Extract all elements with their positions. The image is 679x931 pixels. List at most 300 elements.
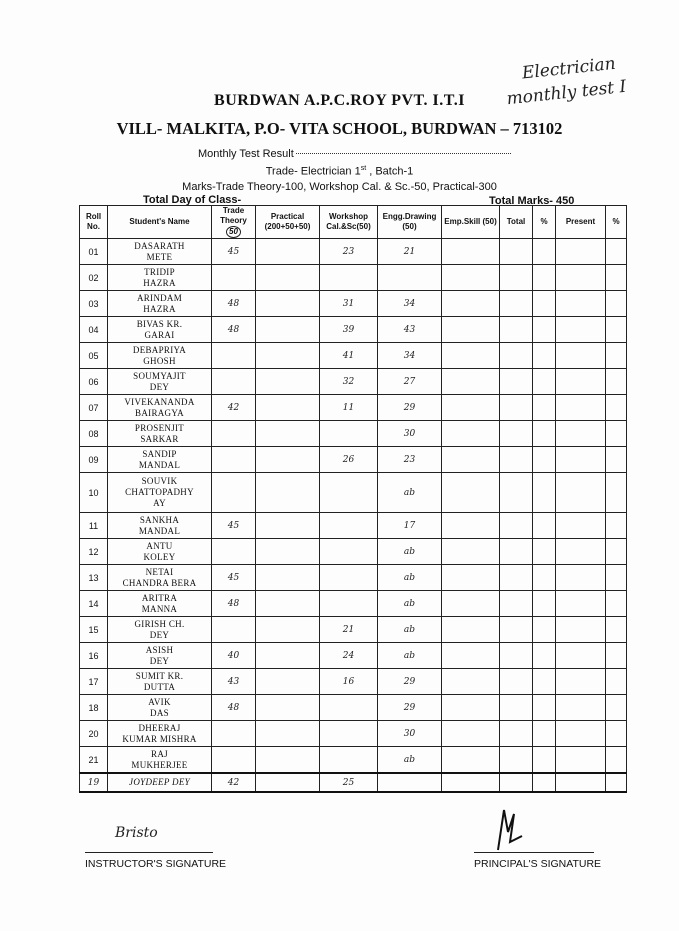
practical-cell <box>256 617 320 643</box>
total-cell <box>500 239 533 265</box>
student-name-line: BAIRAGYA <box>135 407 184 418</box>
pct2-cell <box>606 317 627 343</box>
table-row <box>80 539 627 565</box>
name-cell <box>108 317 212 343</box>
practical-cell <box>256 265 320 291</box>
col-total: Total <box>500 206 533 239</box>
workshop-cell <box>320 721 378 747</box>
workshop-cell: 25 <box>320 773 378 792</box>
instructor-signature-mark: Bristo <box>115 825 158 841</box>
emp-cell <box>442 617 500 643</box>
emp-cell <box>442 395 500 421</box>
student-name-line: GIRISH CH. <box>134 618 185 629</box>
practical-cell <box>256 473 320 513</box>
pct-cell <box>533 473 556 513</box>
student-name-line: PROSENJIT <box>134 422 185 433</box>
student-name-line: ARINDAM <box>136 292 183 303</box>
workshop-cell: 11 <box>320 395 378 421</box>
workshop-cell: 26 <box>320 447 378 473</box>
practical-cell <box>256 343 320 369</box>
total-cell <box>500 395 533 421</box>
practical-cell <box>256 643 320 669</box>
workshop-cell <box>320 695 378 721</box>
pct2-cell <box>606 591 627 617</box>
pct-cell <box>533 265 556 291</box>
emp-cell <box>442 539 500 565</box>
emp-cell <box>442 291 500 317</box>
roll-cell: 03 <box>80 291 108 317</box>
pct-cell <box>533 291 556 317</box>
col-drawing: Engg.Drawing (50) <box>378 206 442 239</box>
student-name-line: HAZRA <box>143 277 176 288</box>
pct-cell <box>533 343 556 369</box>
student-name-line: MUKHERJEE <box>131 759 188 770</box>
pct-cell <box>533 239 556 265</box>
drawing-cell: 29 <box>378 695 442 721</box>
theory-cell: 48 <box>212 291 256 317</box>
total-cell <box>500 369 533 395</box>
theory-cell <box>212 447 256 473</box>
table-row <box>80 773 627 792</box>
col-roll: Roll No. <box>80 206 108 239</box>
emp-cell <box>442 265 500 291</box>
student-name-line: KUMAR MISHRA <box>122 733 197 744</box>
name-cell <box>108 565 212 591</box>
table-row <box>80 669 627 695</box>
pct2-cell <box>606 669 627 695</box>
pct2-cell <box>606 773 627 792</box>
drawing-cell: 43 <box>378 317 442 343</box>
pct2-cell <box>606 473 627 513</box>
roll-cell: 18 <box>80 695 108 721</box>
name-cell <box>108 539 212 565</box>
present-cell <box>556 239 606 265</box>
student-name-line: MANNA <box>141 603 178 614</box>
student-name-line: GHOSH <box>143 355 176 366</box>
instructor-signature-label: INSTRUCTOR'S SIGNATURE <box>85 858 227 870</box>
pct-cell <box>533 421 556 447</box>
roll-cell: 13 <box>80 565 108 591</box>
theory-cell <box>212 721 256 747</box>
trade-suffix: , Batch-1 <box>366 165 414 178</box>
pct-cell <box>533 747 556 774</box>
name-cell <box>108 343 212 369</box>
emp-cell <box>442 643 500 669</box>
table-row <box>80 265 627 291</box>
table-row <box>80 369 627 395</box>
present-cell <box>556 695 606 721</box>
drawing-cell: ab <box>378 591 442 617</box>
student-name-line: NETAI <box>145 566 174 577</box>
student-name-line: DHEERAJ <box>138 722 181 733</box>
practical-cell <box>256 291 320 317</box>
pct-cell <box>533 317 556 343</box>
pct-cell <box>533 591 556 617</box>
pct2-cell <box>606 721 627 747</box>
roll-cell: 15 <box>80 617 108 643</box>
student-name-line: DUTTA <box>143 681 176 692</box>
roll-cell: 07 <box>80 395 108 421</box>
col-pct: % <box>533 206 556 239</box>
pct2-cell <box>606 343 627 369</box>
drawing-cell: 17 <box>378 513 442 539</box>
principal-signature-rule <box>474 852 594 853</box>
student-name-line: SANKHA <box>139 514 180 525</box>
theory-cell <box>212 617 256 643</box>
pct-cell <box>533 695 556 721</box>
emp-cell <box>442 239 500 265</box>
drawing-cell: ab <box>378 565 442 591</box>
pct2-cell <box>606 291 627 317</box>
pct2-cell <box>606 617 627 643</box>
total-cell <box>500 343 533 369</box>
student-name-line: DEY <box>149 381 170 392</box>
col-theory-label: Trade Theory <box>220 206 247 225</box>
present-cell <box>556 447 606 473</box>
total-cell <box>500 617 533 643</box>
student-name-line: MANDAL <box>138 525 181 536</box>
emp-cell <box>442 565 500 591</box>
roll-cell: 10 <box>80 473 108 513</box>
school-name: BURDWAN A.P.C.ROY PVT. I.T.I <box>214 92 465 109</box>
marks-table <box>79 205 627 793</box>
present-cell <box>556 617 606 643</box>
student-name-line: AVIK <box>148 696 171 707</box>
workshop-cell: 41 <box>320 343 378 369</box>
present-cell <box>556 421 606 447</box>
table-row <box>80 591 627 617</box>
drawing-cell: ab <box>378 539 442 565</box>
table-body <box>80 239 627 793</box>
student-name-line: SOUVIK <box>141 476 178 486</box>
pct-cell <box>533 369 556 395</box>
present-cell <box>556 669 606 695</box>
pct-cell <box>533 395 556 421</box>
drawing-cell: 29 <box>378 669 442 695</box>
workshop-cell <box>320 473 378 513</box>
total-cell <box>500 539 533 565</box>
practical-cell <box>256 669 320 695</box>
total-cell <box>500 773 533 792</box>
pct2-cell <box>606 421 627 447</box>
practical-cell <box>256 369 320 395</box>
student-name-line: METE <box>146 251 173 262</box>
roll-cell: 16 <box>80 643 108 669</box>
col-workshop: Workshop Cal.&Sc(50) <box>320 206 378 239</box>
col-pct2: % <box>606 206 627 239</box>
practical-cell <box>256 773 320 792</box>
table-row <box>80 421 627 447</box>
circled-max: 50 <box>226 226 241 238</box>
emp-cell <box>442 721 500 747</box>
roll-cell: 19 <box>80 773 108 792</box>
workshop-cell: 23 <box>320 239 378 265</box>
name-cell <box>108 473 212 513</box>
pct2-cell <box>606 695 627 721</box>
theory-cell: 40 <box>212 643 256 669</box>
name-cell <box>108 421 212 447</box>
present-cell <box>556 473 606 513</box>
theory-cell <box>212 473 256 513</box>
practical-cell <box>256 539 320 565</box>
name-cell <box>108 721 212 747</box>
theory-cell: 48 <box>212 695 256 721</box>
drawing-cell: 21 <box>378 239 442 265</box>
student-name-line: DEBAPRIYA <box>132 344 187 355</box>
name-cell <box>108 447 212 473</box>
drawing-cell <box>378 265 442 291</box>
student-name-line: GARAI <box>144 329 175 340</box>
practical-cell <box>256 421 320 447</box>
pct2-cell <box>606 539 627 565</box>
practical-cell <box>256 695 320 721</box>
roll-cell: 14 <box>80 591 108 617</box>
total-cell <box>500 447 533 473</box>
workshop-cell <box>320 539 378 565</box>
pct-cell <box>533 539 556 565</box>
emp-cell <box>442 369 500 395</box>
col-present: Present <box>556 206 606 239</box>
total-marks: Total Marks- 450 <box>489 195 575 207</box>
student-name-line: MANDAL <box>138 459 181 470</box>
drawing-cell: 29 <box>378 395 442 421</box>
principal-signature-label: PRINCIPAL'S SIGNATURE <box>474 858 602 870</box>
student-name-line: JOYDEEP DEY <box>129 777 190 787</box>
emp-cell <box>442 343 500 369</box>
theory-cell: 48 <box>212 591 256 617</box>
pct-cell <box>533 669 556 695</box>
student-name-line: DEY <box>149 655 170 666</box>
practical-cell <box>256 447 320 473</box>
student-name-line: HAZRA <box>143 303 176 314</box>
drawing-cell: 30 <box>378 421 442 447</box>
table-row <box>80 473 627 513</box>
pct2-cell <box>606 565 627 591</box>
name-cell <box>108 695 212 721</box>
student-name-line: RAJ <box>151 748 168 759</box>
total-day: Total Day of Class- <box>143 194 242 206</box>
student-name-line: BIVAS KR. <box>136 318 183 329</box>
name-cell <box>108 239 212 265</box>
theory-cell <box>212 747 256 774</box>
pct-cell <box>533 617 556 643</box>
table-row <box>80 239 627 265</box>
name-cell <box>108 369 212 395</box>
student-name-line: DAS <box>150 707 169 718</box>
drawing-cell: 23 <box>378 447 442 473</box>
table-row <box>80 395 627 421</box>
drawing-cell: 27 <box>378 369 442 395</box>
drawing-cell: 30 <box>378 721 442 747</box>
school-address: VILL- MALKITA, P.O- VITA SCHOOL, BURDWAN – 713102 <box>116 119 563 138</box>
table-row <box>80 447 627 473</box>
workshop-cell <box>320 421 378 447</box>
total-cell <box>500 695 533 721</box>
theory-cell <box>212 265 256 291</box>
theory-cell: 48 <box>212 317 256 343</box>
workshop-cell <box>320 591 378 617</box>
emp-cell <box>442 473 500 513</box>
total-cell <box>500 565 533 591</box>
practical-cell <box>256 747 320 774</box>
trade-prefix: Trade- Electrician 1 <box>265 165 361 178</box>
emp-cell <box>442 747 500 774</box>
workshop-cell <box>320 747 378 774</box>
present-cell <box>556 291 606 317</box>
practical-cell <box>256 591 320 617</box>
drawing-cell: 34 <box>378 343 442 369</box>
student-name-line: DASARATH <box>134 240 185 251</box>
name-cell <box>108 669 212 695</box>
pct2-cell <box>606 369 627 395</box>
present-cell <box>556 565 606 591</box>
theory-cell: 42 <box>212 773 256 792</box>
present-cell <box>556 747 606 774</box>
test-result-line <box>198 148 511 160</box>
drawing-cell: 34 <box>378 291 442 317</box>
col-theory <box>212 206 256 239</box>
note-line-2: monthly test I <box>505 76 628 110</box>
col-practical: Practical (200+50+50) <box>256 206 320 239</box>
present-cell <box>556 343 606 369</box>
roll-cell: 21 <box>80 747 108 774</box>
roll-cell: 05 <box>80 343 108 369</box>
pct-cell <box>533 565 556 591</box>
total-cell <box>500 317 533 343</box>
table-row <box>80 695 627 721</box>
theory-cell: 42 <box>212 395 256 421</box>
principal-signature-mark <box>488 802 526 852</box>
practical-cell <box>256 721 320 747</box>
total-cell <box>500 669 533 695</box>
student-name-line: ASISH <box>145 644 174 655</box>
pct2-cell <box>606 239 627 265</box>
drawing-cell: ab <box>378 473 442 513</box>
emp-cell <box>442 669 500 695</box>
roll-cell: 04 <box>80 317 108 343</box>
trade-line <box>0 165 679 178</box>
total-cell <box>500 747 533 774</box>
pct2-cell <box>606 643 627 669</box>
drawing-cell: ab <box>378 747 442 774</box>
pct-cell <box>533 447 556 473</box>
student-name-line: SANDIP <box>142 448 177 459</box>
table-row <box>80 317 627 343</box>
roll-cell: 09 <box>80 447 108 473</box>
student-name-line: ANTU <box>146 540 173 551</box>
student-name-line: CHANDRA BERA <box>122 577 197 588</box>
name-cell <box>108 395 212 421</box>
pct2-cell <box>606 513 627 539</box>
name-cell <box>108 591 212 617</box>
practical-cell <box>256 565 320 591</box>
total-cell <box>500 513 533 539</box>
theory-cell <box>212 421 256 447</box>
student-name-line: KOLEY <box>143 551 176 562</box>
present-cell <box>556 369 606 395</box>
student-name-line: SOUMYAJIT <box>133 370 186 381</box>
table-row <box>80 721 627 747</box>
note-line-1: Electrician <box>521 53 617 84</box>
table-row <box>80 643 627 669</box>
total-cell <box>500 265 533 291</box>
student-name-line: SARKAR <box>140 433 179 444</box>
col-name: Student's Name <box>108 206 212 239</box>
present-cell <box>556 513 606 539</box>
roll-cell: 06 <box>80 369 108 395</box>
name-cell <box>108 291 212 317</box>
col-emp: Emp.Skill (50) <box>442 206 500 239</box>
workshop-cell <box>320 265 378 291</box>
present-cell <box>556 773 606 792</box>
drawing-cell: ab <box>378 617 442 643</box>
table-row <box>80 291 627 317</box>
total-cell <box>500 591 533 617</box>
pct-cell <box>533 721 556 747</box>
emp-cell <box>442 421 500 447</box>
theory-cell: 45 <box>212 513 256 539</box>
theory-cell <box>212 343 256 369</box>
emp-cell <box>442 773 500 792</box>
pct2-cell <box>606 265 627 291</box>
emp-cell <box>442 447 500 473</box>
theory-cell: 43 <box>212 669 256 695</box>
drawing-cell: ab <box>378 643 442 669</box>
emp-cell <box>442 695 500 721</box>
present-cell <box>556 539 606 565</box>
pct2-cell <box>606 747 627 774</box>
dotted-line <box>296 153 511 154</box>
name-cell <box>108 747 212 774</box>
theory-cell: 45 <box>212 239 256 265</box>
student-name-line: CHATTOPADHY <box>125 487 194 497</box>
name-cell <box>108 265 212 291</box>
workshop-cell: 24 <box>320 643 378 669</box>
table-row <box>80 343 627 369</box>
pct-cell <box>533 773 556 792</box>
drawing-cell <box>378 773 442 792</box>
header-row <box>80 206 627 239</box>
name-cell <box>108 773 212 792</box>
present-cell <box>556 721 606 747</box>
practical-cell <box>256 513 320 539</box>
student-name-line: ARITRA <box>141 592 178 603</box>
total-cell <box>500 643 533 669</box>
present-cell <box>556 395 606 421</box>
table-row <box>80 565 627 591</box>
workshop-cell: 39 <box>320 317 378 343</box>
pct-cell <box>533 513 556 539</box>
marks-line: Marks-Trade Theory-100, Workshop Cal. & Sc.-50, Practical-300 <box>182 181 497 193</box>
present-cell <box>556 591 606 617</box>
theory-cell <box>212 539 256 565</box>
practical-cell <box>256 239 320 265</box>
workshop-cell: 16 <box>320 669 378 695</box>
present-cell <box>556 317 606 343</box>
roll-cell: 20 <box>80 721 108 747</box>
workshop-cell: 31 <box>320 291 378 317</box>
trade-sup: st <box>360 165 367 172</box>
emp-cell <box>442 591 500 617</box>
total-cell <box>500 421 533 447</box>
emp-cell <box>442 513 500 539</box>
workshop-cell <box>320 565 378 591</box>
student-name-line: SUMIT KR. <box>135 670 184 681</box>
workshop-cell: 32 <box>320 369 378 395</box>
total-cell <box>500 291 533 317</box>
total-cell <box>500 721 533 747</box>
roll-cell: 11 <box>80 513 108 539</box>
